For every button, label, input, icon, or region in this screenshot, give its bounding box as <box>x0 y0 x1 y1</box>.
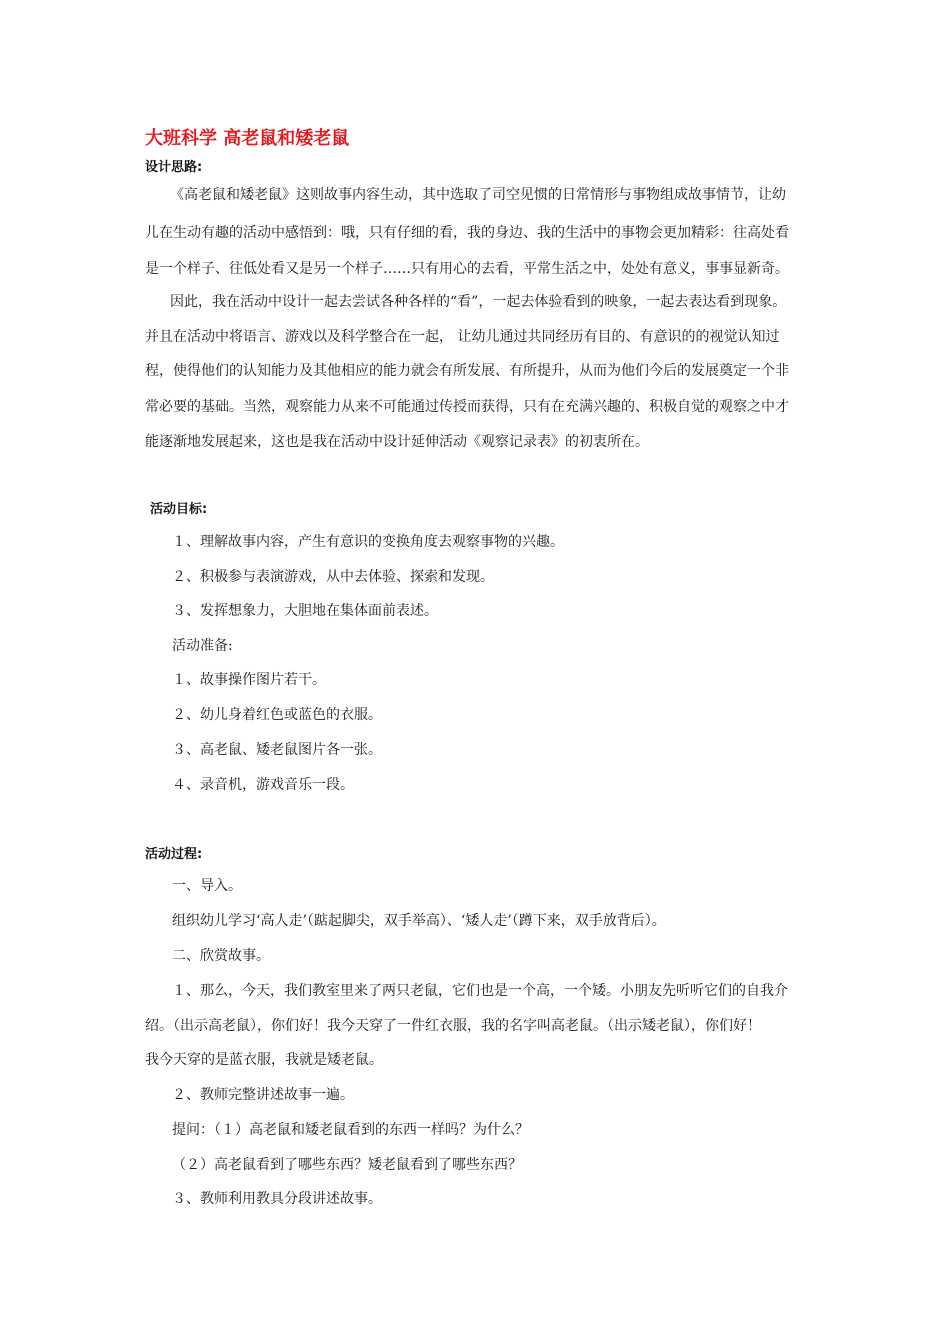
list-item: ２、积极参与表演游戏，从中去体验、探索和发现。 <box>172 569 494 585</box>
list-item: １、理解故事内容，产生有意识的变换角度去观察事物的兴趣。 <box>172 534 564 550</box>
paragraph-line: ２、教师完整讲述故事一遍。 <box>172 1087 354 1103</box>
prep-heading: 活动准备: <box>172 638 233 654</box>
paragraph-line: （２）高老鼠看到了哪些东西？矮老鼠看到了哪些东西？ <box>172 1157 522 1173</box>
paragraph-line: 组织幼儿学习‘高人走’（踮起脚尖，双手举高）、‘矮人走’（蹲下来，双手放背后）。 <box>172 913 666 929</box>
paragraph-line: 儿在生动有趣的活动中感悟到：哦，只有仔细的看，我的身边、我的生活中的事物会更加精彩：往高处看 <box>145 225 789 241</box>
goals-heading: 活动目标: <box>150 502 208 517</box>
paragraph-line: 提问：（１）高老鼠和矮老鼠看到的东西一样吗？为什么？ <box>172 1122 529 1138</box>
paragraph-line: 绍。（出示高老鼠），你们好！我今天穿了一件红衣服，我的名字叫高老鼠。（出示矮老鼠），你们好！ <box>145 1018 761 1034</box>
paragraph-line: 一、导入。 <box>172 878 242 894</box>
paragraph-line: 能逐渐地发展起来，这也是我在活动中设计延伸活动《观察记录表》的初衷所在。 <box>145 434 649 450</box>
paragraph-line: 《高老鼠和矮老鼠》这则故事内容生动，其中选取了司空见惯的日常情形与事物组成故事情节，让幼 <box>170 187 786 203</box>
paragraph-line: 是一个样子、往低处看又是另一个样子……只有用心的去看，平常生活之中，处处有意义，事事显新奇。 <box>145 261 789 277</box>
paragraph-line: 常必要的基础。当然，观察能力从来不可能通过传授而获得，只有在充满兴趣的、积极自觉的观察之中才 <box>145 399 789 415</box>
process-heading: 活动过程: <box>145 847 203 862</box>
paragraph-line: 程，使得他们的认知能力及其他相应的能力就会有所发展、有所提升，从而为他们今后的发展奠定一个非 <box>145 363 789 379</box>
paragraph-line: 我今天穿的是蓝衣服，我就是矮老鼠。 <box>145 1052 383 1068</box>
paragraph-line: １、那么，今天，我们教室里来了两只老鼠，它们也是一个高，一个矮。小朋友先听听它们的自我介 <box>172 983 788 999</box>
list-item: ２、幼儿身着红色或蓝色的衣服。 <box>172 707 382 723</box>
list-item: １、故事操作图片若干。 <box>172 672 326 688</box>
paragraph-line: 因此，我在活动中设计一起去尝试各种各样的“看”，一起去体验看到的映象，一起去表达看到现象。 <box>170 294 787 310</box>
list-item: ３、发挥想象力，大胆地在集体面前表述。 <box>172 603 438 619</box>
paragraph-line: 二、欣赏故事。 <box>172 948 270 964</box>
list-item: ４、录音机，游戏音乐一段。 <box>172 777 354 793</box>
document-title: 大班科学 高老鼠和矮老鼠 <box>145 128 350 149</box>
design-heading: 设计思路: <box>145 160 203 175</box>
list-item: ３、高老鼠、矮老鼠图片各一张。 <box>172 742 382 758</box>
paragraph-line: ３、教师利用教具分段讲述故事。 <box>172 1191 382 1207</box>
paragraph-line: 并且在活动中将语言、游戏以及科学整合在一起， 让幼儿通过共同经历有目的、有意识的的视觉认知过 <box>145 329 780 345</box>
